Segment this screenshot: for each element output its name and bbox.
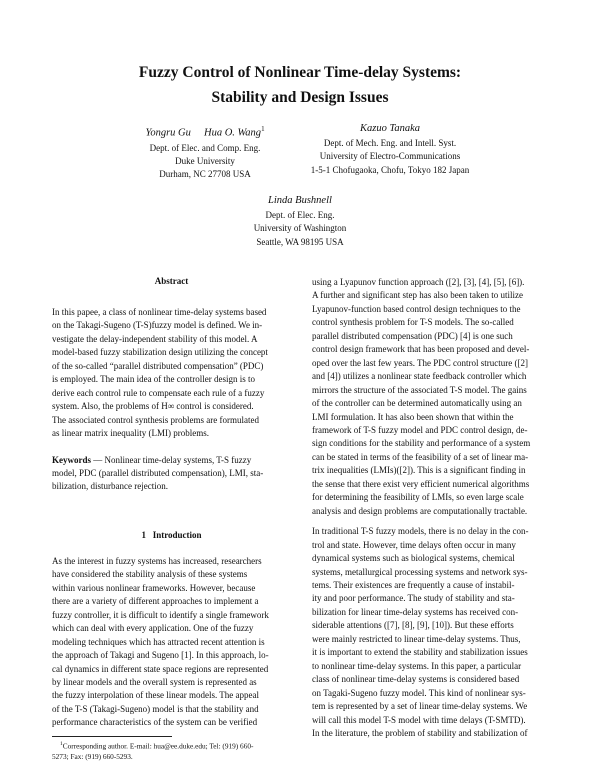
affiliation-right-line: University of Electro-Communications <box>319 151 461 162</box>
right-line: systems, metallurgical processing systems and network sys- <box>312 566 528 577</box>
right-column <box>312 276 552 740</box>
intro-line: of the T-S (Takagi-Sugeno) model is that the stability and <box>52 703 259 714</box>
abstract-line: The associated control synthesis problems are formulated <box>52 414 259 425</box>
intro-line: modeling techniques which has attracted recent attention is <box>52 636 265 647</box>
author-block-right <box>290 121 490 177</box>
right-line: using a Lyapunov function approach ([2], [3], [4], [5], [6]). <box>312 277 525 287</box>
paper-title-line-1: Fuzzy Control of Nonlinear Time-delay Systems: <box>138 64 462 81</box>
introduction-body <box>52 555 291 730</box>
affiliation-right-line: Dept. of Mech. Eng. and Intell. Syst. <box>323 138 457 148</box>
intro-line: fuzzy controller, it is difficult to identify a single framework <box>52 609 269 620</box>
right-line: A further and significant step has also been taken to utilize <box>312 290 523 301</box>
right-line: In the literature, the problem of stability and stabilization of <box>312 727 528 738</box>
author-block-center <box>200 193 400 249</box>
footnote <box>52 739 291 762</box>
right-line: it is important to extend the stability and stabilization issues <box>312 647 528 658</box>
introduction-heading: 1 Introduction <box>141 529 202 540</box>
right-line: bilization for linear time-delay systems has received con- <box>312 606 519 617</box>
right-line: siderable attentions ([7], [8], [9], [10]). But these efforts <box>312 620 514 631</box>
abstract-line: is employed. The main idea of the controller design is to <box>52 374 256 385</box>
author-block-left <box>105 121 305 181</box>
keywords-label: Keywords <box>52 454 91 465</box>
right-line: parallel distributed compensation (PDC) [4] is one such <box>312 330 513 341</box>
affiliation-left-line: Durham, NC 27708 USA <box>159 169 251 180</box>
right-line: control synthesis problem for T-S models. The so-called <box>312 317 514 328</box>
author-names-left: Yongru Gu Hua O. Wang$^1$ <box>145 125 265 139</box>
right-line: to nonlinear time-delay systems. In this paper, a particular <box>312 660 522 671</box>
intro-line: there are a variety of different approaches to implement a <box>52 596 259 607</box>
right-line: tem is represented by a set of linear time-delay systems. We <box>312 701 528 712</box>
right-line: analysis and design problems are computationally tractable. <box>312 505 528 516</box>
affiliation-center-line: Seattle, WA 98195 USA <box>256 236 344 247</box>
right-line: class of nonlinear time-delay systems is considered based <box>312 674 520 685</box>
right-line: dynamical systems such as biological systems, chemical <box>312 553 515 564</box>
right-paragraph-2 <box>312 525 552 740</box>
intro-line: the approach of Takagi and Sugeno [1]. In this approach, lo- <box>52 650 269 661</box>
keywords-line: bilization, disturbance rejection. <box>52 481 168 492</box>
right-line: the sense that there exist very efficient numerical algorithms <box>312 478 530 489</box>
right-line: sign conditions for the stability and performance of a system <box>312 438 531 449</box>
keywords-line: Keywords — Nonlinear time-delay systems, T-S fuzzy <box>52 454 252 465</box>
footnote-line: $^1$Corresponding author. E-mail: hua@ee.duke.edu; Tel: (919) 660- <box>60 740 254 751</box>
right-line: oped over the last few years. The PDC control structure ([2] <box>312 357 529 368</box>
abstract-line: In this papee, a class of nonlinear time-delay systems based <box>52 307 267 317</box>
abstract-line: system. Also, the problems of H∞ control is considered. <box>52 401 254 412</box>
affiliation-center-line: University of Washington <box>253 223 347 234</box>
abstract-heading: Abstract <box>154 276 189 286</box>
right-line: ity and poor performance. The study of stability and sta- <box>312 593 515 604</box>
right-paragraph-1 <box>312 276 552 518</box>
abstract-line: derive each control rule to compensate each rule of a fuzzy <box>52 387 265 398</box>
abstract-line: of the so-called “parallel distributed compensation” (PDC) <box>52 360 264 371</box>
intro-line: performance characteristics of the system can be verified <box>52 717 258 728</box>
intro-line: As the interest in fuzzy systems has increased, researchers <box>52 555 262 566</box>
affiliation-left-line: Dept. of Elec. and Comp. Eng. <box>149 142 261 153</box>
right-line: LMI formulation. It has also been shown that within the <box>312 411 514 422</box>
intro-line: within various nonlinear frameworks. However, because <box>52 582 256 593</box>
right-line: tems. Their existences are frequently a cause of instabil- <box>312 579 515 590</box>
right-line: framework of T-S fuzzy model and PDC control design, de- <box>312 424 528 435</box>
right-line: were mainly restricted to linear time-delay systems. Thus, <box>312 633 521 644</box>
right-line: will call this model T-S model with time delays (T-SMTD). <box>312 714 526 725</box>
abstract-body <box>52 306 291 441</box>
author-names-right: Kazuo Tanaka <box>359 123 420 134</box>
author-names-center: Linda Bushnell <box>268 195 332 206</box>
affiliation-right-line: 1-5-1 Chofugaoka, Chofu, Tokyo 182 Japan <box>310 164 470 175</box>
left-column <box>52 274 291 762</box>
footnote-rule <box>52 736 172 737</box>
right-line: on Tagaki-Sugeno fuzzy model. This kind of nonlinear sys- <box>312 687 526 698</box>
abstract-line: as linear matrix inequality (LMI) problems. <box>52 428 209 439</box>
intro-line: the fuzzy interpolation of these linear models. The appeal <box>52 690 260 701</box>
right-line: for determining the feasibility of LMIs, so even large scale <box>312 492 524 503</box>
right-line: In traditional T-S fuzzy models, there is no delay in the con- <box>312 526 529 537</box>
affiliation-left-line: Duke University <box>175 155 235 166</box>
intro-line: cal dynamics in different state space regions are represented <box>52 663 269 674</box>
right-line: mirrors the structure of the associated T-S model. The gains <box>312 384 527 395</box>
right-line: of the controller can be determined automatically using an <box>312 398 522 409</box>
abstract-line: vestigate the delay-independent stability of this model. A <box>52 333 258 344</box>
keywords-line: model, PDC (parallel distributed compensation), LMI, sta- <box>52 467 264 478</box>
footnote-line: 5273; Fax: (919) 660-5293. <box>52 751 133 761</box>
intro-line: have considered the stability analysis of these systems <box>52 569 248 580</box>
intro-line: by linear models and the overall system is represented as <box>52 676 257 687</box>
right-line: trix inequalities (LMIs)([2]). This is a significant finding in <box>312 465 526 476</box>
paper-title-line-2: Stability and Design Issues <box>211 89 389 106</box>
intro-line: which can deal with every application. One of the fuzzy <box>52 623 254 634</box>
keywords-block <box>52 454 291 494</box>
right-line: and [4]) utilizes a nonlinear state feedback controller which <box>312 371 527 382</box>
right-line: trol and state. However, time delays often occur in many <box>312 539 516 550</box>
abstract-line: model-based fuzzy stabilization design utilizing the concept <box>52 347 268 358</box>
right-line: Lyapunov-function based control design techniques to the <box>312 303 521 314</box>
affiliation-center-line: Dept. of Elec. Eng. <box>265 210 335 220</box>
abstract-line: on the Takagi-Sugeno (T-S)fuzzy model is defined. We in- <box>52 320 263 331</box>
right-line: can be stated in terms of the feasibility of a set of linear ma- <box>312 451 529 462</box>
right-line: control design framework that has been proposed and devel- <box>312 344 530 355</box>
